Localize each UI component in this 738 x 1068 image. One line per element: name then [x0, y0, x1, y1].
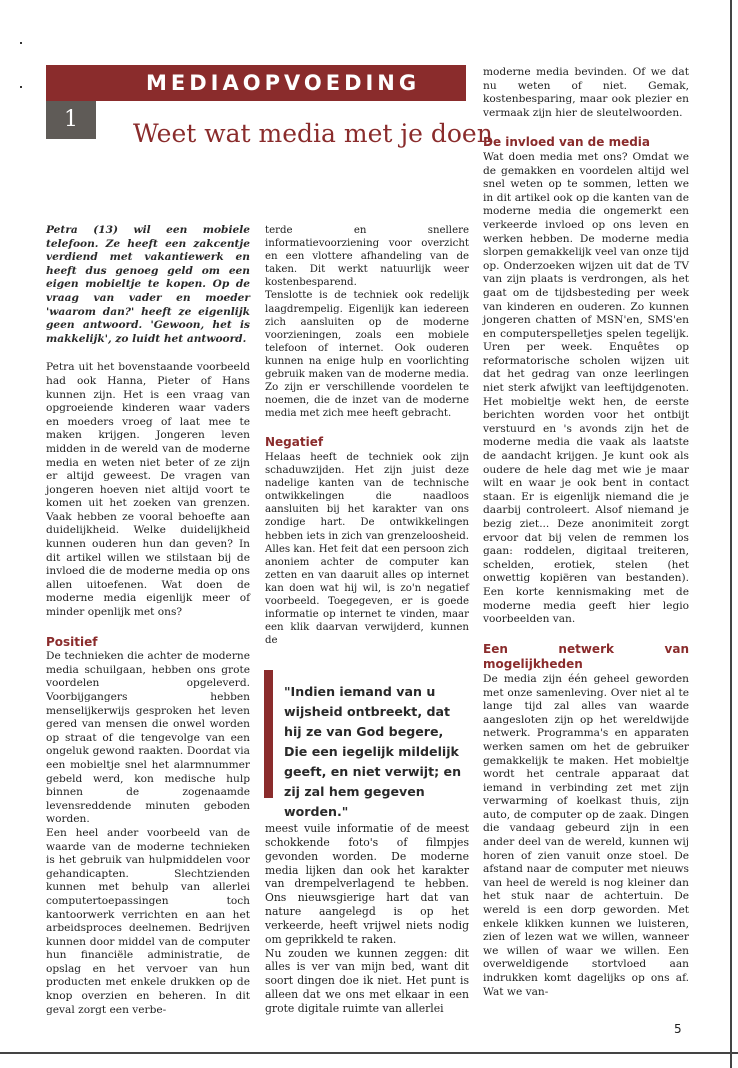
- chapter-number: 1: [64, 107, 78, 132]
- column-2-bottom: [265, 822, 469, 1016]
- subheading-positief: Positief: [46, 634, 98, 649]
- body-paragraph: Helaas heeft de techniek ook zijn schaduwzijden. Het zijn juist deze nadelige kanten van de technische ontwikkelingen die naadloos aansluiten bij het karakter van ons zondige hart. De ontwikkelingen hebben iets in zich van grenzeloosheid. Alles kan. Het feit dat een persoon zich anoniem achter de computer kan zetten en van daaruit alles op internet kan doen wat hij wil, is zo'n negatief voorbeeld. Toegegeven, er is goede informatie op internet te vinden, maar een klik daarvan verwijderd, kunnen de: [265, 452, 469, 647]
- body-paragraph: Tenslotte is de techniek ook redelijk laagdrempelig. Eigenlijk kan iedereen zich aansluiten op de moderne voorzieningen, zoals een mobiele telefoon of internet. Ook ouderen kunnen na enige hulp en voorlichting gebruik maken van de moderne media. Zo zijn er verschillende voordelen te noemen, die de inzet van de moderne media met zich mee heeft gebracht.: [265, 290, 469, 420]
- body-paragraph: Wat doen media met ons? Omdat we de gemakken en voordelen altijd wel snel weten op te sommen, letten we in dit artikel ook op die kanten van de moderne media die ongemerkt een verkeerde invloed op ons leven en werken hebben. De moderne media slorpen gemakkelijk veel van onze tijd op. Onderzoeken wijzen uit dat de TV van zijn plaats is verdrongen, als het gaat om de tijdsbesteding per week van kinderen en ouderen. Zo kunnen jongeren chatten of MSN'en, SMS'en en computerspelletjes spelen tegelijk. Uren per week. Enquêtes op reformatorische scholen wijzen uit dat het gedrag van onze leerlingen niet sterk afwijkt van leeftijdgenoten. Het mobieltje wekt hen, de eerste berichten worden voor het ontbijt verstuurd en 's avonds zijn het de moderne media die vaak als laatste de aandacht krijgen. Je kunt ook als oudere de hele dag met wie je maar wilt en waar je ook bent in contact staan. Er is eigenlijk niemand die je daarbij controleert. Alsof niemand je bezig ziet... Deze anonimiteit zorgt ervoor dat bij velen de remmen los gaan: roddelen, digitaal treiteren, schelden, erotiek, stelen (het onwettig kopiëren van bestanden). Een korte kennismaking met de moderne media geeft hier legio voorbeelden van.: [483, 150, 689, 626]
- body-paragraph: meest vuile informatie of de meest schokkende foto's of filmpjes gevonden worden. De moderne media lijken dan ook het karakter van drempelverlagend te hebben. Ons nieuwsgierige hart dat van nature aangelegd is op het verkeerde, heeft vrijwel niets nodig om geprikkeld te raken.: [265, 822, 469, 946]
- pull-quote-text: "Indien iemand van u wijsheid ontbreekt, dat hij ze van God begere, Die een iegelijk mildelijk geeft, en niet verwijt; en zij zal hem gegeven worden.": [284, 684, 462, 819]
- column-1: [46, 224, 250, 1017]
- body-paragraph: Petra uit het bovenstaande voorbeeld had ook Hanna, Pieter of Hans kunnen zijn. Het is een vraag van opgroeiende kinderen waar vaders en moeders vroeg of laat mee te maken krijgen. Jongeren leven midden in de wereld van de moderne media en weten niet beter of ze zijn er altijd geweest. De vragen van jongeren hoeven niet altijd voort te komen uit het zoeken van grenzen. Vaak hebben ze vooral behoefte aan duidelijkheid. Welke duidelijkheid kunnen ouderen hun dan geven? In dit artikel willen we stilstaan bij de invloed die de moderne media op ons allen uitoefenen. Wat doen de moderne media eigenlijk meer of minder openlijk met ons?: [46, 361, 250, 619]
- subheading-negatief: Negatief: [265, 435, 324, 450]
- scan-speck: [20, 42, 22, 44]
- section-banner: [46, 65, 466, 101]
- subheading-invloed: De invloed van de media: [483, 135, 651, 150]
- column-2-top: [265, 224, 469, 647]
- page-number: 5: [674, 1022, 682, 1036]
- page-edge-bottom: [0, 1052, 738, 1054]
- intro-paragraph: Petra (13) wil een mobiele telefoon. Ze heeft een zakcentje verdiend met vakantiewerk en heeft dus genoeg geld om een eigen mobieltje te kopen. Op de vraag van vader en moeder 'waarom dan?' heeft ze eigenlijk geen antwoord. 'Gewoon, het is makkelijk', zo luidt het antwoord.: [46, 224, 250, 345]
- body-paragraph: De technieken die achter de moderne media schuilgaan, hebben ons grote voordelen opgeleverd. Voorbijgangers hebben menselijkerwijs gesproken het leven gered van mensen die onwel worden op straat of die tengevolge van een ongeluk gewond raakten. Doordat via een mobieltje snel het alarmnummer gebeld werd, kon medische hulp binnen de zogenaamde levensreddende minuten geboden worden.: [46, 650, 250, 826]
- scan-speck: [20, 86, 22, 88]
- body-paragraph: Nu zouden we kunnen zeggen: dit alles is ver van mijn bed, want dit soort dingen doe ik niet. Het punt is alleen dat we ons met elkaar in een grote digitale ruimte van allerlei: [265, 946, 469, 1015]
- body-paragraph: moderne media bevinden. Of we dat nu weten of niet. Gemak, kostenbesparing, maar ook plezier en vermaak zijn hier de sleutelwoorden.: [483, 66, 689, 119]
- article-headline: Weet wat media met je doen: [133, 119, 493, 148]
- body-paragraph: terde en snellere informatievoorziening voor overzicht en een vlottere afhandeling van de taken. Dit werkt natuurlijk weer kostenbesparend.: [265, 225, 469, 289]
- pull-quote-bar: [264, 670, 273, 798]
- pull-quote: [264, 670, 468, 819]
- chapter-number-box: [46, 101, 96, 139]
- column-3: [483, 66, 689, 999]
- body-paragraph: De media zijn één geheel geworden met onze samenleving. Over niet al te lange tijd zal alles van waarde aangesloten zijn op het wereldwijde netwerk. Programma's en apparaten werken samen om het de gebruiker gemakkelijk te maken. Het mobieltje wordt het centrale apparaat dat iemand in verbinding zet met zijn verwarming of koelkast thuis, zijn auto, de computer op de zaak. Dingen die vandaag gebeurd zijn in een ander deel van de wereld, kunnen wij horen of zien vanuit onze stoel. De afstand naar de computer met nieuws van heel de wereld is nog kleiner dan het stuk naar de achtertuin. De wereld is een dorp geworden. Met enkele klikken kunnen we luisteren, zien of lezen wat we willen, wanneer we willen of waar we willen. Een overweldigende stortvloed aan indrukken komt dagelijks op ons af. Wat we van-: [483, 672, 689, 998]
- page-edge-right: [730, 0, 732, 1068]
- section-label: MEDIAOPVOEDING: [146, 71, 421, 95]
- subheading-netwerk: Een netwerk van mogelijkheden: [483, 641, 689, 672]
- body-paragraph: Een heel ander voorbeeld van de waarde van de moderne technieken is het gebruik van hulpmiddelen voor gehandicapten. Slechtzienden kunnen met behulp van allerlei computertoepassingen toch kantoorwerk verrichten en aan het arbeidsproces deelnemen. Bedrijven kunnen door middel van de computer hun financiële administratie, de opslag en het vervoer van hun producten met enkele drukken op de knop overzien en beheren. In dit geval zorgt een verbe-: [46, 826, 250, 1016]
